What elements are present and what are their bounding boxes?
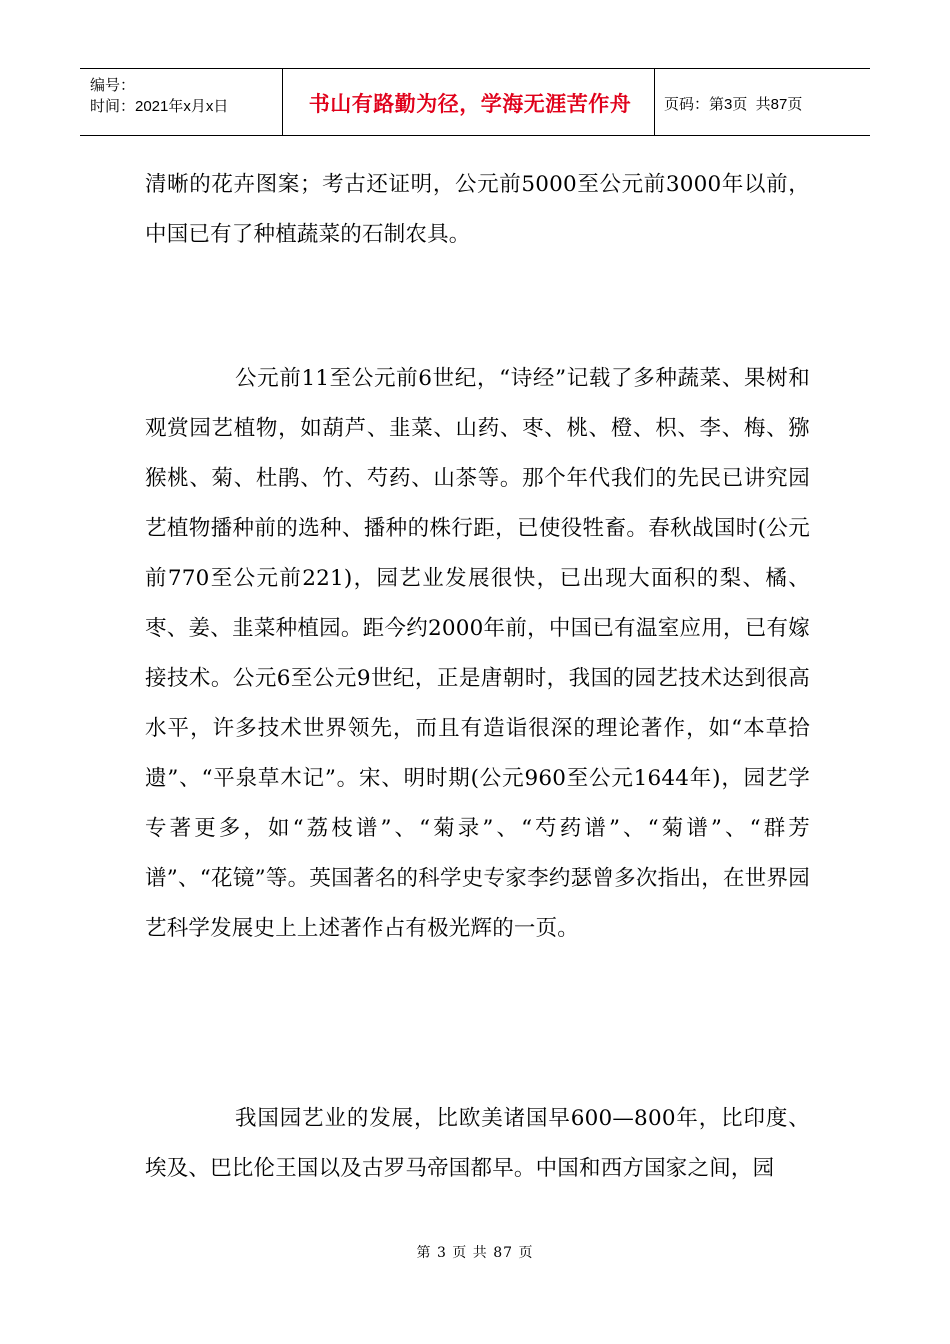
page-footer: 第 3 页 共 87 页 [416,1245,534,1261]
paragraph-1: 清晰的花卉图案；考古还证明，公元前5000至公元前3000年以前，中国已有了种植蔬菜的石制农具。 [145,172,810,247]
header-table [80,68,870,136]
header-divider-left [282,69,283,135]
paragraph-1-block [145,160,810,260]
paragraph-2: 公元前11至公元前6世纪，“诗经”记载了多种蔬菜、果树和观赏园艺植物，如葫芦、韭菜、山药、枣、桃、橙、枳、李、梅、猕猴桃、菊、杜鹃、竹、芍药、山茶等。那个年代我们的先民已讲究园艺植物播种前的选种、播种的株行距，已使役牲畜。春秋战国时(公元前770至公元前221)，园艺业发展很快，已出现大面积的梨、橘、枣、姜、韭菜种植园。距今约2000年前，中国已有温室应用，已有嫁接技术。公元6至公元9世纪，正是唐朝时，我国的园艺技术达到很高水平，许多技术世界领先，而且有造诣很深的理论著作，如“本草拾遗”、“平泉草木记”。宋、明时期(公元960至公元1644年)，园艺学专著更多，如“荔枝谱”、“菊录”、“芍药谱”、“菊谱”、“群芳谱”、“花镜”等。英国著名的科学史专家李约瑟曾多次指出，在世界园艺科学发展史上上述著作占有极光辉的一页。 [145,366,810,941]
time-label: 时间：2021年x月x日 [90,98,229,115]
header-page-info: 页码：第3页 共87页 [664,95,803,113]
paragraph-3: 我国园艺业的发展，比欧美诸国早600—800年，比印度、埃及、巴比伦王国以及古罗马帝国都早。中国和西方国家之间，园 [145,1106,810,1181]
header-motto: 书山有路勤为径，学海无涯苦作舟 [308,92,632,116]
paragraph-2-block [145,354,810,954]
header-meta [90,75,228,117]
paragraph-3-block [145,1094,810,1194]
header-divider-right [654,69,655,135]
number-label: 编号： [90,77,136,94]
